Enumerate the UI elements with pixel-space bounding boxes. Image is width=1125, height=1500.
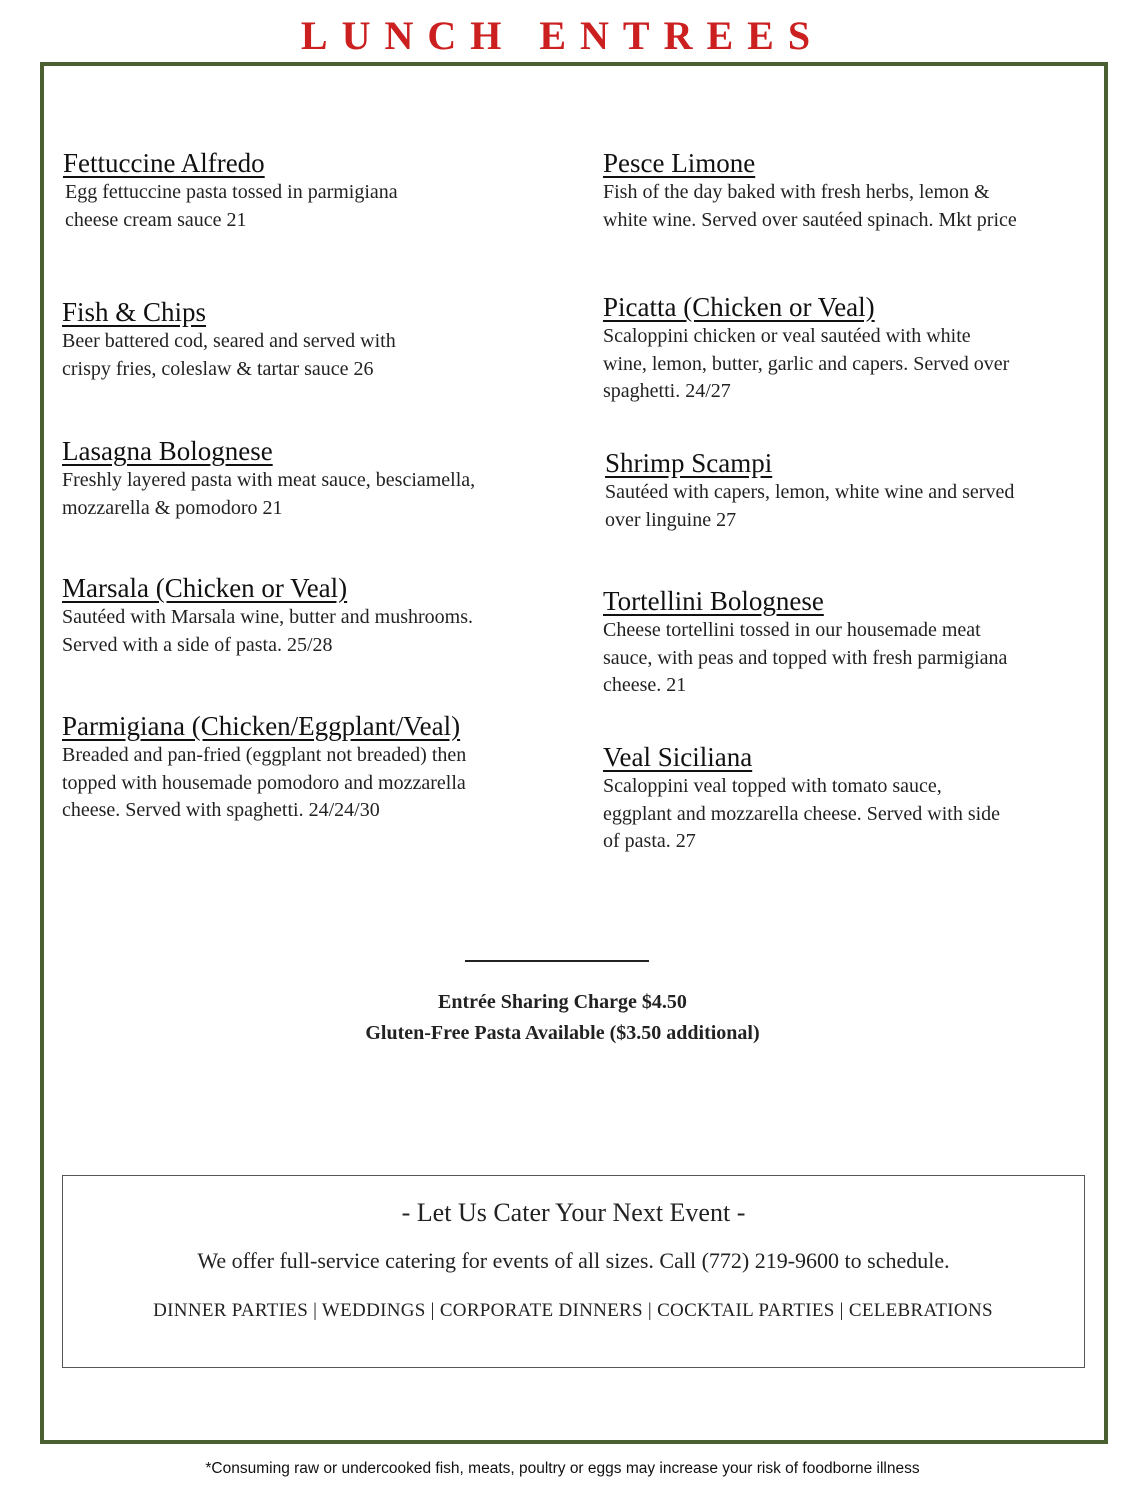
description-line: crispy fries, coleslaw & tartar sauce 26 bbox=[62, 357, 374, 380]
description-line: spaghetti. 24/27 bbox=[603, 380, 731, 402]
item-name: Parmigiana (Chicken/Eggplant/Veal) bbox=[62, 711, 461, 741]
item-description bbox=[603, 617, 1103, 700]
description-line: Scaloppini chicken or veal sautéed with white bbox=[603, 325, 971, 347]
menu-item-fettuccine-alfredo bbox=[63, 147, 563, 234]
menu-item-tortellini-bolognese bbox=[603, 585, 1103, 700]
item-name: Shrimp Scampi bbox=[605, 448, 773, 478]
section-divider bbox=[465, 960, 649, 962]
item-description bbox=[603, 773, 1103, 856]
catering-text: We offer full-service catering for events of all sizes. Call (772) 219-9600 to schedule. bbox=[197, 1248, 950, 1273]
description-line: sauce, with peas and topped with fresh parmigiana bbox=[603, 646, 1008, 669]
menu-item-picatta bbox=[603, 291, 1103, 406]
item-name: Picatta (Chicken or Veal) bbox=[603, 292, 875, 322]
item-description bbox=[603, 179, 1103, 234]
item-description bbox=[603, 323, 1103, 406]
description-line: Sautéed with Marsala wine, butter and mushrooms. bbox=[62, 606, 474, 628]
description-line: cheese cream sauce 21 bbox=[65, 208, 247, 231]
description-line: Served with a side of pasta. 25/28 bbox=[62, 633, 333, 656]
description-line: eggplant and mozzarella cheese. Served with side bbox=[603, 802, 1001, 825]
description-line: mozzarella & pomodoro 21 bbox=[62, 496, 283, 519]
description-line: topped with housemade pomodoro and mozzarella bbox=[62, 771, 466, 794]
description-line: wine, lemon, butter, garlic and capers. Served over bbox=[603, 352, 1010, 375]
gluten-free-note: Gluten-Free Pasta Available ($3.50 additional) bbox=[365, 1022, 760, 1044]
catering-title: - Let Us Cater Your Next Event - bbox=[401, 1198, 746, 1227]
menu-item-shrimp-scampi bbox=[605, 447, 1105, 534]
menu-item-parmigiana bbox=[62, 710, 582, 825]
description-line: Beer battered cod, seared and served with bbox=[62, 330, 396, 352]
menu-item-lasagna-bolognese bbox=[62, 435, 582, 522]
description-line: Sautéed with capers, lemon, white wine and served bbox=[605, 481, 1015, 503]
item-description bbox=[62, 328, 562, 383]
menu-item-marsala bbox=[62, 572, 582, 659]
description-line: over linguine 27 bbox=[605, 508, 737, 531]
catering-event-types: DINNER PARTIES | WEDDINGS | CORPORATE DINNERS | COCKTAIL PARTIES | CELEBRATIONS bbox=[153, 1300, 993, 1321]
item-description bbox=[63, 179, 563, 234]
description-line: Egg fettuccine pasta tossed in parmigiana bbox=[65, 181, 398, 203]
item-description bbox=[62, 467, 582, 522]
item-name: Tortellini Bolognese bbox=[603, 586, 824, 616]
description-line: Fish of the day baked with fresh herbs, lemon & bbox=[603, 181, 990, 203]
item-name: Marsala (Chicken or Veal) bbox=[62, 573, 348, 603]
item-name: Pesce Limone bbox=[603, 148, 756, 178]
item-name: Fish & Chips bbox=[62, 297, 207, 327]
description-line: white wine. Served over sautéed spinach. Mkt price bbox=[603, 208, 1017, 231]
item-name: Fettuccine Alfredo bbox=[63, 148, 265, 178]
description-line: Scaloppini veal topped with tomato sauce, bbox=[603, 775, 942, 797]
item-name: Veal Siciliana bbox=[603, 742, 753, 772]
item-name: Lasagna Bolognese bbox=[62, 436, 273, 466]
food-safety-footnote: *Consuming raw or undercooked fish, meats, poultry or eggs may increase your risk of foodborne illness bbox=[205, 1460, 920, 1477]
catering-box bbox=[62, 1175, 1085, 1368]
menu-item-pesce-limone bbox=[603, 147, 1103, 234]
description-line: of pasta. 27 bbox=[603, 830, 696, 852]
description-line: Freshly layered pasta with meat sauce, besciamella, bbox=[62, 469, 476, 491]
sharing-charge-note: Entrée Sharing Charge $4.50 bbox=[438, 991, 687, 1013]
page-title: LUNCH ENTREES bbox=[300, 13, 825, 58]
description-line: cheese. Served with spaghetti. 24/24/30 bbox=[62, 799, 380, 821]
menu-item-veal-siciliana bbox=[603, 741, 1103, 856]
item-description bbox=[605, 479, 1105, 534]
menu-item-fish-chips bbox=[62, 296, 562, 383]
description-line: Breaded and pan-fried (eggplant not breaded) then bbox=[62, 744, 467, 766]
description-line: Cheese tortellini tossed in our housemade meat bbox=[603, 619, 981, 641]
item-description bbox=[62, 604, 582, 659]
description-line: cheese. 21 bbox=[603, 674, 687, 696]
item-description bbox=[62, 742, 582, 825]
